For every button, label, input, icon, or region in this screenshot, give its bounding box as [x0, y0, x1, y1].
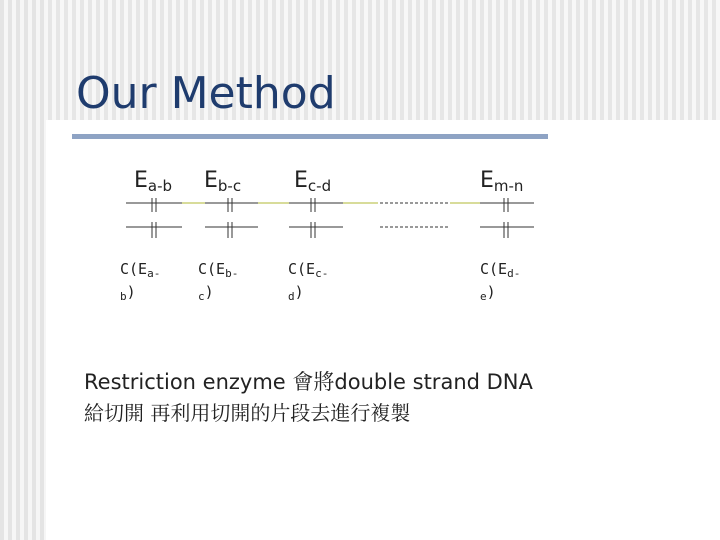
fragment-label-m-n: $E_{m-n}$	[480, 168, 524, 195]
fragment-label-c-d: $E_{c-d}$	[294, 168, 332, 195]
dashed-continuation	[380, 203, 450, 227]
copy-label-a-b: $C(E_{a-}$ $_b$)	[120, 260, 161, 303]
copy-label-b-c: $C(E_{b-}$ $_c$)	[198, 260, 239, 303]
body-text-line-2: 給切開 再利用切開的片段去進行複製	[84, 401, 411, 425]
copy-label-d-e: $C(E_{d-}$ $_e$)	[480, 260, 521, 303]
fragment-label-b-c: $E_{b-c}$	[204, 168, 242, 195]
fragment-label-a-b: $E_{a-b}$	[134, 168, 173, 195]
copy-label-c-d: $C(E_{c-}$ $_d$)	[288, 260, 329, 303]
body-text-line-1: Restriction enzyme 會將double strand DNA	[84, 370, 533, 394]
slide-title: Our Method	[76, 68, 336, 119]
